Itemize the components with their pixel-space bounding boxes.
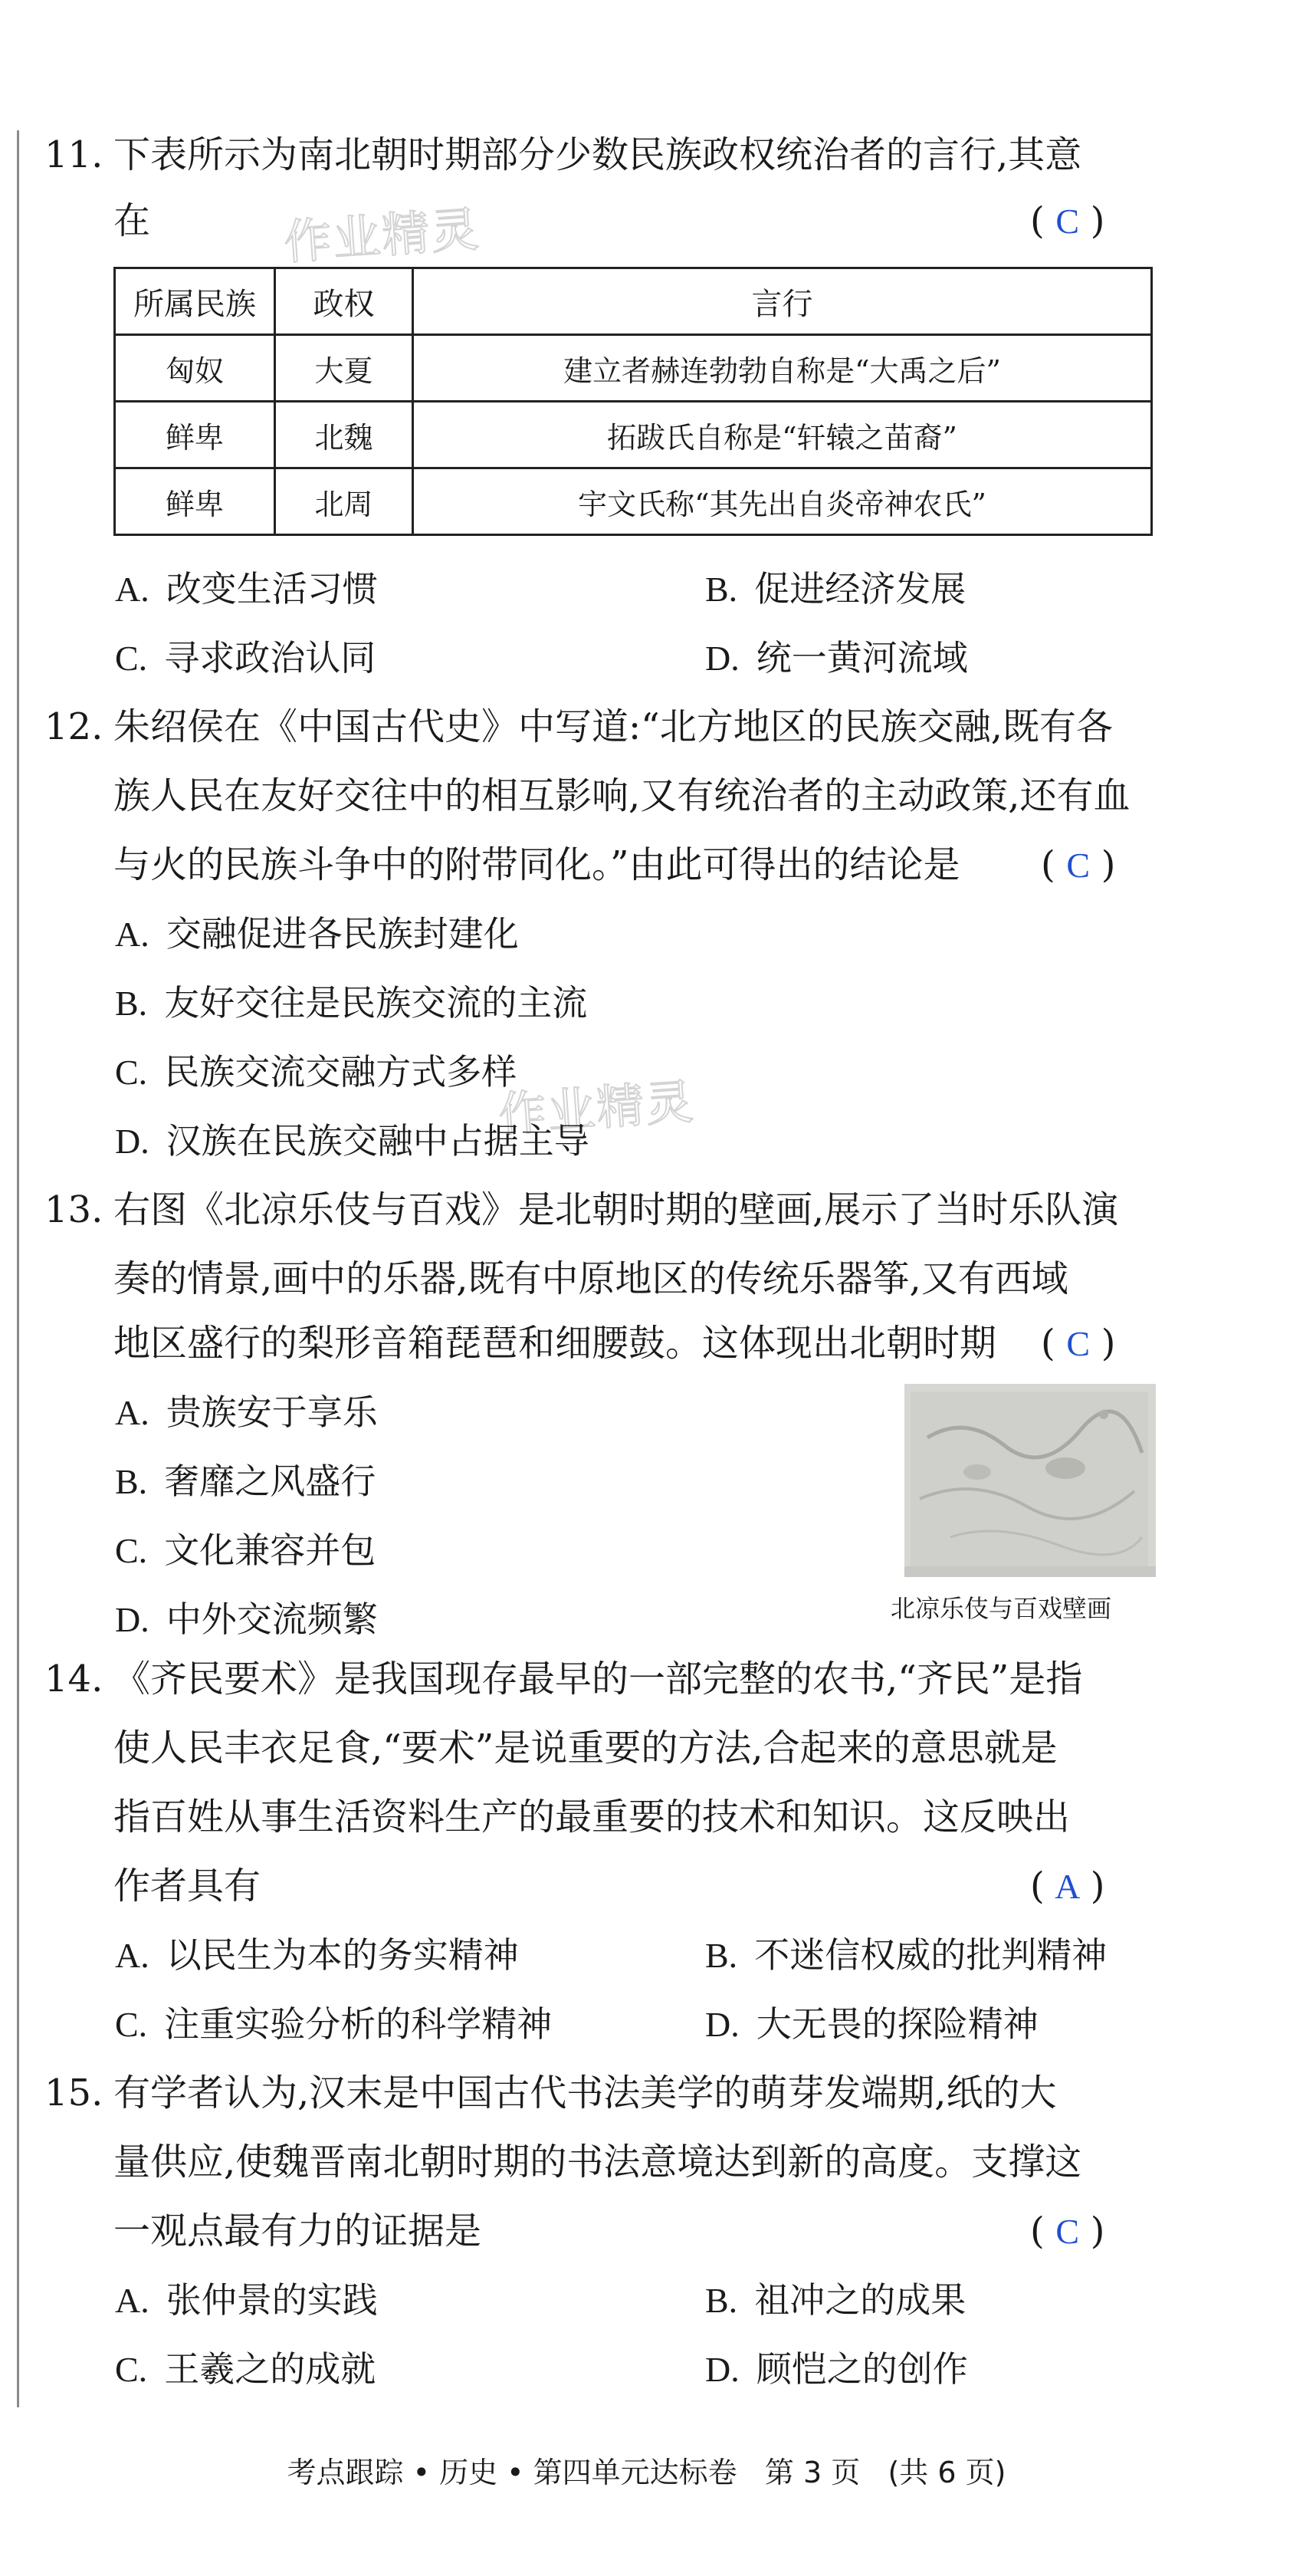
- q13-option-a[interactable]: A. 贵族安于享乐: [115, 1392, 378, 1433]
- q12-stem-line3: 与火的民族斗争中的附带同化。”由此可得出的结论是: [113, 843, 960, 886]
- q12-stem-line1: 朱绍侯在《中国古代史》中写道:“北方地区的民族交融,既有各: [113, 705, 1113, 748]
- q11-option-c[interactable]: C. 寻求政治认同: [115, 637, 376, 678]
- q15-stem-line3: 一观点最有力的证据是: [113, 2210, 482, 2252]
- q12-answer: C: [1066, 846, 1091, 885]
- table-header-row: [115, 268, 1152, 335]
- q13-option-d[interactable]: D. 中外交流频繁: [115, 1598, 378, 1640]
- q11-option-a[interactable]: A. 改变生活习惯: [115, 568, 378, 610]
- table-row: [115, 335, 1152, 402]
- q15-answer-paren: ( C ): [1030, 2208, 1104, 2255]
- table-cell: 鲜卑: [115, 468, 275, 535]
- q11-number: 11.: [44, 133, 103, 176]
- q14-option-a[interactable]: A. 以民生为本的务实精神: [115, 1934, 519, 1976]
- table-row: [115, 468, 1152, 535]
- table-header-cell: 言行: [413, 268, 1152, 335]
- q14-stem-line3: 指百姓从事生活资料生产的最重要的技术和知识。这反映出: [113, 1796, 1071, 1838]
- q15-option-c[interactable]: C. 王羲之的成就: [115, 2348, 376, 2390]
- table-cell: 建立者赫连勃勃自称是“大禹之后”: [413, 335, 1152, 402]
- q13-stem-line3: 地区盛行的梨形音箱琵琶和细腰鼓。这体现出北朝时期: [113, 1322, 997, 1365]
- q12-number: 12.: [44, 705, 103, 748]
- q14-option-d[interactable]: D. 大无畏的探险精神: [705, 2003, 1039, 2045]
- q12-option-a[interactable]: A. 交融促进各民族封建化: [115, 913, 519, 955]
- q12-option-b[interactable]: B. 友好交往是民族交流的主流: [115, 982, 588, 1024]
- q11-option-d[interactable]: D. 统一黄河流域: [705, 637, 968, 678]
- binding-margin-line: [17, 130, 19, 2407]
- q13-stem-line1: 右图《北凉乐伎与百戏》是北朝时期的壁画,展示了当时乐队演: [113, 1188, 1119, 1231]
- q13-stem-line2: 奏的情景,画中的乐器,既有中原地区的传统乐器筝,又有西域: [113, 1257, 1068, 1300]
- table-header-cell: 所属民族: [115, 268, 275, 335]
- table-cell: 北周: [275, 468, 413, 535]
- q11-stem-line1: 下表所示为南北朝时期部分少数民族政权统治者的言行,其意: [113, 133, 1082, 176]
- table-header-cell: 政权: [275, 268, 413, 335]
- q15-stem-line2: 量供应,使魏晋南北朝时期的书法意境达到新的高度。支撑这: [113, 2141, 1082, 2183]
- q15-number: 15.: [44, 2072, 103, 2114]
- q15-option-a[interactable]: A. 张仲景的实践: [115, 2279, 378, 2321]
- q12-option-d[interactable]: D. 汉族在民族交融中占据主导: [115, 1120, 589, 1162]
- q13-answer-paren: ( C ): [1041, 1320, 1115, 1367]
- q11-stem-line2: 在: [113, 199, 151, 242]
- q15-answer: C: [1055, 2212, 1080, 2251]
- q12-option-c[interactable]: C. 民族交流交融方式多样: [115, 1051, 517, 1092]
- q13-answer: C: [1066, 1324, 1091, 1363]
- q13-option-c[interactable]: C. 文化兼容并包: [115, 1530, 376, 1571]
- table-cell: 匈奴: [115, 335, 275, 402]
- q14-stem-line2: 使人民丰衣足食,“要术”是说重要的方法,合起来的意思就是: [113, 1727, 1058, 1769]
- q13-number: 13.: [44, 1188, 103, 1231]
- table-cell: 鲜卑: [115, 402, 275, 468]
- q14-stem-line1: 《齐民要术》是我国现存最早的一部完整的农书,“齐民”是指: [113, 1658, 1083, 1700]
- q12-answer-paren: ( C ): [1041, 842, 1115, 889]
- watermark-logo: 作业精灵: [497, 1073, 697, 1143]
- q14-answer-paren: ( A ): [1030, 1863, 1104, 1910]
- table-cell: 宇文氏称“其先出自炎帝神农氏”: [413, 468, 1152, 535]
- q14-option-c[interactable]: C. 注重实验分析的科学精神: [115, 2003, 553, 2045]
- mural-caption: 北凉乐伎与百戏壁画: [891, 1594, 1112, 1623]
- q14-option-b[interactable]: B. 不迷信权威的批判精神: [705, 1934, 1108, 1976]
- q11-answer-paren: ( C ): [1030, 198, 1104, 245]
- table-cell: 北魏: [275, 402, 413, 468]
- q14-stem-line4: 作者具有: [113, 1865, 261, 1907]
- q11-answer: C: [1055, 202, 1080, 241]
- mural-illustration: [904, 1384, 1156, 1577]
- table-cell: 拓跋氏自称是“轩辕之苗裔”: [413, 402, 1152, 468]
- q14-answer: A: [1055, 1867, 1081, 1906]
- q15-option-b[interactable]: B. 祖冲之的成果: [705, 2279, 966, 2321]
- q14-number: 14.: [44, 1658, 103, 1700]
- page-footer: 考点跟踪 • 历史 • 第四单元达标卷 第 3 页 (共 6 页): [287, 2456, 1006, 2489]
- q11-option-b[interactable]: B. 促进经济发展: [705, 568, 966, 610]
- q11-table: [113, 267, 1153, 536]
- table-row: [115, 402, 1152, 468]
- q13-option-b[interactable]: B. 奢靡之风盛行: [115, 1460, 376, 1502]
- q15-option-d[interactable]: D. 顾恺之的创作: [705, 2348, 968, 2390]
- watermark-logo: 作业精灵: [282, 201, 482, 271]
- table-cell: 大夏: [275, 335, 413, 402]
- q12-stem-line2: 族人民在友好交往中的相互影响,又有统治者的主动政策,还有血: [113, 774, 1131, 817]
- mural-image: [904, 1384, 1156, 1577]
- q15-stem-line1: 有学者认为,汉末是中国古代书法美学的萌芽发端期,纸的大: [113, 2072, 1057, 2114]
